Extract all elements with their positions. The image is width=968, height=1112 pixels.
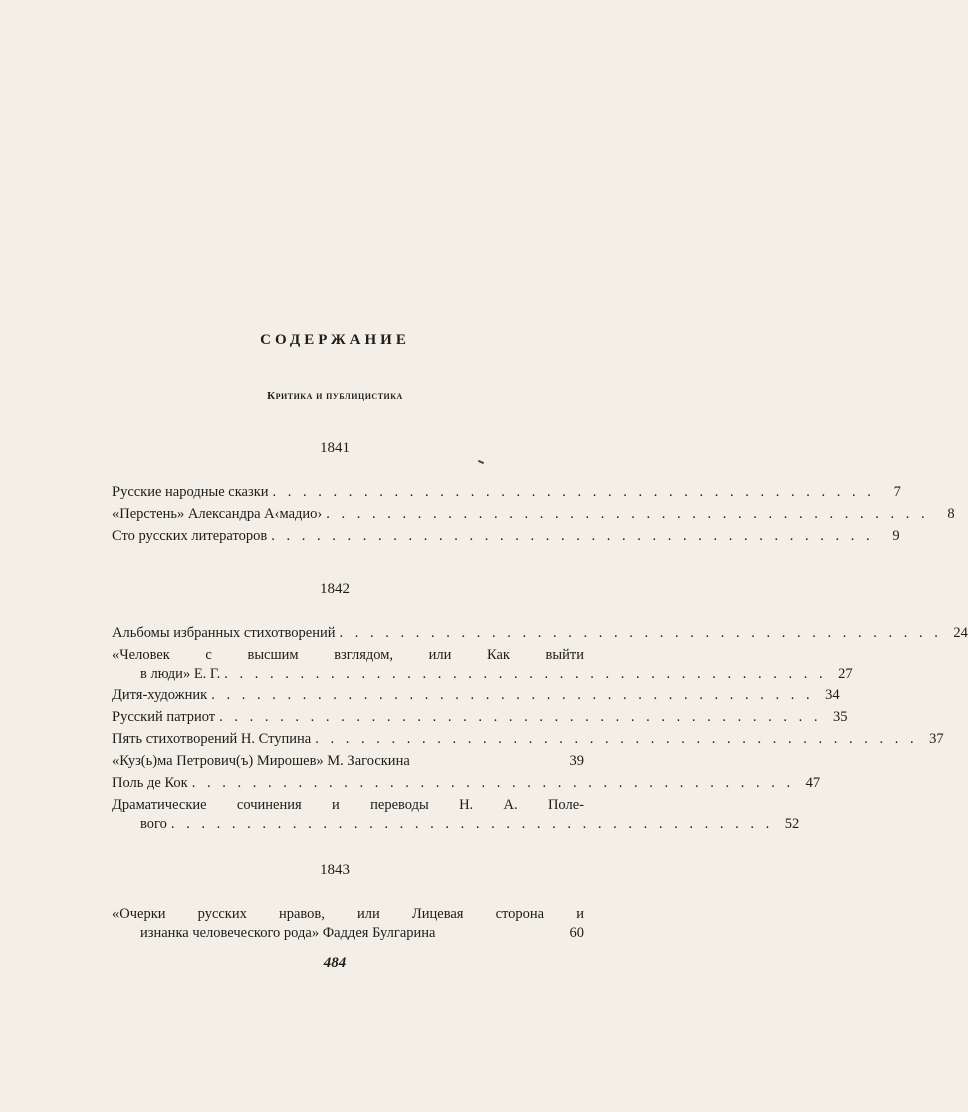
leader-dots: . . . . . . . . . . . . . . . . . . . . . . . . . . . . . . . . . . . . . . . . [224, 666, 827, 682]
page-number: 484 [323, 955, 347, 971]
entry-page: 8 [947, 506, 955, 522]
entry-title: Русский патриот [112, 709, 216, 725]
entry-title: Пять стихотворений Н. Ступина [112, 731, 312, 747]
entry-title: Альбомы избранных стихотворений [112, 625, 336, 641]
entry-title-line1: Драматические сочинения и переводы Н. А. Поле- [112, 797, 584, 813]
entry-title: «Куз(ь)ма Петрович(ъ) Мирошев» М. Загоскина [112, 753, 410, 769]
toc-entry [112, 647, 853, 687]
year-heading-1843: 1843 [320, 862, 350, 878]
toc-section-1843 [112, 906, 584, 946]
leader-dots: . . . . . . . . . . . . . . . . . . . . . . . . . . . . . . . . . . . . . . . . [339, 625, 942, 641]
entry-page: 34 [825, 687, 840, 703]
entry-title: Дитя-художник [112, 687, 208, 703]
toc-entry [112, 506, 955, 528]
entry-title-line2: в люди» Е. Г. [140, 666, 221, 682]
entry-title-line1: «Человек с высшим взглядом, или Как выйти [112, 647, 584, 663]
section-subtitle: Критика и публицистика [267, 390, 403, 402]
leader-dots: . . . . . . . . . . . . . . . . . . . . . . . . . . . . . . . . . . . . . . . . [191, 775, 795, 791]
leader-dots: . . . . . . . . . . . . . . . . . . . . . . . . . . . . . . . . . . . . . . . . [272, 484, 875, 500]
leader-dots: . . . . . . . . . . . . . . . . . . . . . . . . . . . . . . . . . . . . . . . . [211, 687, 814, 703]
entry-title: Поль де Кок [112, 775, 188, 791]
entry-page: 27 [838, 666, 853, 682]
entry-title-line2: изнанка человеческого рода» Фаддея Булгарина [140, 925, 436, 941]
toc-section-1841 [112, 484, 955, 550]
year-heading-1841: 1841 [320, 440, 350, 456]
entry-page: 52 [784, 816, 800, 832]
print-mark [478, 460, 484, 464]
toc-section-1842 [112, 625, 968, 837]
entry-title-line2: вого [140, 816, 167, 832]
entry-title-line1: «Очерки русских нравов, или Лицевая сторона и [112, 906, 584, 922]
entry-page: 60 [569, 925, 584, 941]
entry-page: 35 [833, 709, 848, 725]
leader-dots: . . . . . . . . . . . . . . . . . . . . . . . . . . . . . . . . . . . . . . . . [271, 528, 874, 544]
entry-page: 7 [893, 484, 901, 500]
entry-page: 37 [929, 731, 944, 747]
toc-entry [112, 906, 584, 946]
toc-entry [112, 687, 840, 709]
page-title: СОДЕРЖАНИЕ [260, 332, 410, 348]
toc-entry [112, 775, 821, 797]
toc-entry [112, 484, 901, 506]
toc-entry [112, 753, 584, 775]
leader-dots: . . . . . . . . . . . . . . . . . . . . . . . . . . . . . . . . . . . . . . . . [170, 816, 774, 832]
entry-title: «Перстень» Александра А‹мадио› [112, 506, 323, 522]
leader-dots: . . . . . . . . . . . . . . . . . . . . . . . . . . . . . . . . . . . . . . . . [326, 506, 929, 522]
toc-entry [112, 528, 900, 550]
entry-title: Русские народные сказки [112, 484, 269, 500]
toc-entry [112, 797, 800, 837]
entry-page: 24 [953, 625, 968, 641]
toc-entry [112, 731, 944, 753]
entry-page: 9 [892, 528, 900, 544]
leader-dots: . . . . . . . . . . . . . . . . . . . . . . . . . . . . . . . . . . . . . . . . [219, 709, 822, 725]
entry-title: Сто русских литераторов [112, 528, 268, 544]
leader-dots: . . . . . . . . . . . . . . . . . . . . . . . . . . . . . . . . . . . . . . . . [315, 731, 918, 747]
toc-entry [112, 709, 848, 731]
entry-page: 47 [805, 775, 821, 791]
year-heading-1842: 1842 [320, 581, 350, 597]
entry-page: 39 [569, 753, 584, 769]
toc-entry [112, 625, 968, 647]
